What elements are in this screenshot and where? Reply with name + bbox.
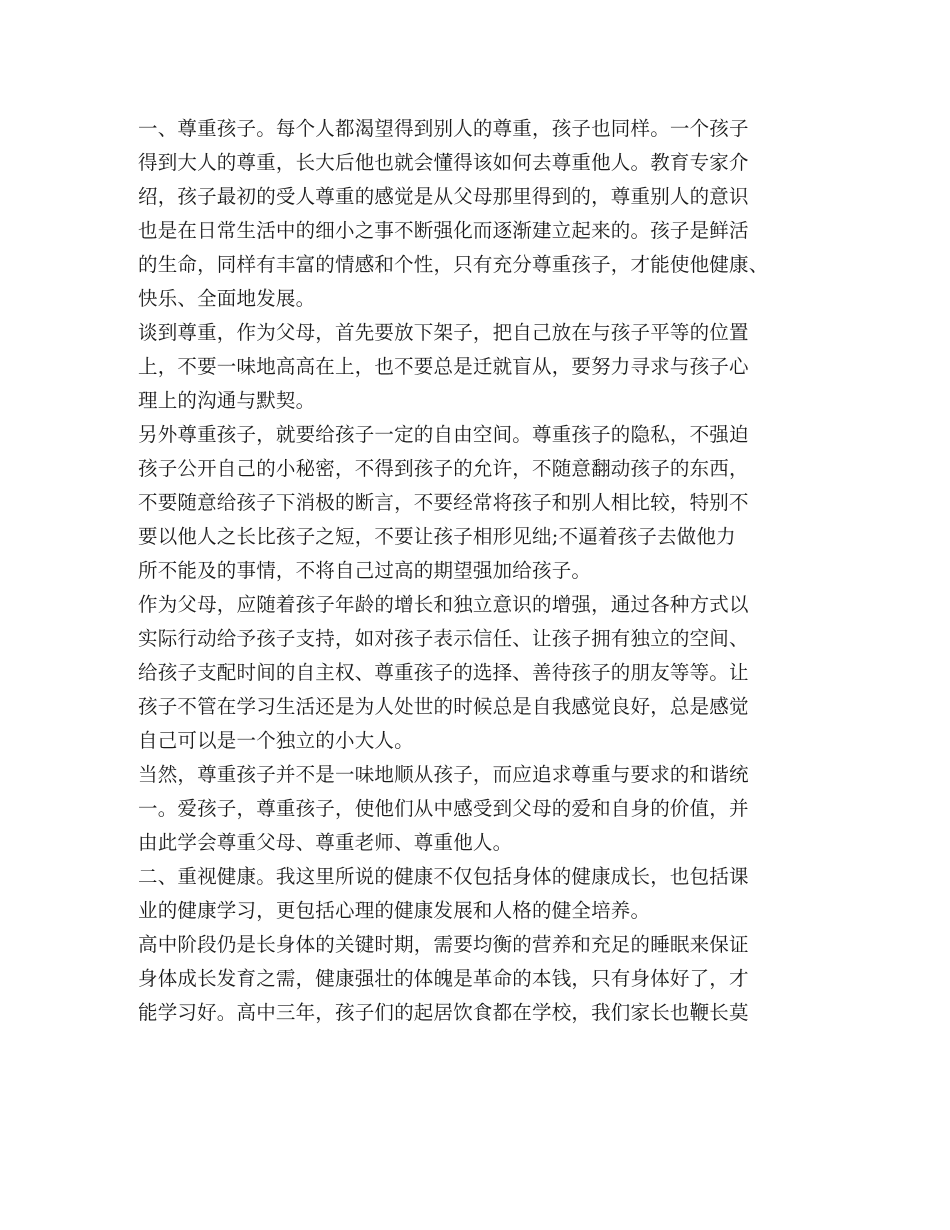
text-line: 上，不要一味地高高在上，也不要总是迁就盲从，要努力寻求与孩子心 bbox=[138, 355, 749, 378]
paragraph-harmony bbox=[138, 758, 828, 860]
text-line: 实际行动给予孩子支持，如对孩子表示信任、让孩子拥有独立的空间、 bbox=[138, 627, 749, 650]
document-body bbox=[138, 112, 828, 1030]
paragraph-free-space bbox=[138, 418, 828, 588]
paragraph-support bbox=[138, 588, 828, 758]
text-line: 孩子不管在学习生活还是为人处世的时候总是自我感觉良好，总是感觉 bbox=[138, 695, 749, 718]
paragraph-high-school bbox=[138, 928, 828, 1030]
text-line: 一。爱孩子，尊重孩子，使他们从中感受到父母的爱和自身的价值，并 bbox=[138, 797, 749, 820]
text-line: 要以他人之长比孩子之短，不要让孩子相形见绌;不逼着孩子去做他力 bbox=[138, 525, 736, 548]
text-line: 业的健康学习，更包括心理的健康发展和人格的健全培养。 bbox=[138, 899, 651, 922]
text-line: 二、重视健康。我这里所说的健康不仅包括身体的健康成长，也包括课 bbox=[138, 865, 749, 888]
paragraph-health-intro bbox=[138, 860, 828, 928]
text-line: 作为父母，应随着孩子年龄的增长和独立意识的增强，通过各种方式以 bbox=[138, 593, 749, 616]
text-line: 所不能及的事情，不将自己过高的期望强加给孩子。 bbox=[138, 559, 592, 582]
text-line: 自己可以是一个独立的小大人。 bbox=[138, 729, 414, 752]
paragraph-respect-intro bbox=[138, 112, 828, 316]
text-line: 身体成长发育之需，健康强壮的体魄是革命的本钱，只有身体好了，才 bbox=[138, 967, 749, 990]
text-line: 由此学会尊重父母、尊重老师、尊重他人。 bbox=[138, 831, 513, 854]
text-line: 当然，尊重孩子并不是一味地顺从孩子，而应追求尊重与要求的和谐统 bbox=[138, 763, 749, 786]
text-line: 不要随意给孩子下消极的断言，不要经常将孩子和别人相比较，特别不 bbox=[138, 491, 749, 514]
text-line: 高中阶段仍是长身体的关键时期，需要均衡的营养和充足的睡眠来保证 bbox=[138, 933, 749, 956]
text-line: 另外尊重孩子，就要给孩子一定的自由空间。尊重孩子的隐私，不强迫 bbox=[138, 423, 749, 446]
text-line: 理上的沟通与默契。 bbox=[138, 389, 316, 412]
text-line: 孩子公开自己的小秘密，不得到孩子的允许，不随意翻动孩子的东西， bbox=[138, 457, 749, 480]
text-line: 快乐、全面地发展。 bbox=[138, 287, 316, 310]
text-line: 能学习好。高中三年，孩子们的起居饮食都在学校，我们家长也鞭长莫 bbox=[138, 1001, 749, 1024]
text-line: 的生命，同样有丰富的情感和个性，只有充分尊重孩子，才能使他健康、 bbox=[138, 253, 769, 276]
text-line: 也是在日常生活中的细小之事不断强化而逐渐建立起来的。孩子是鲜活 bbox=[138, 219, 749, 242]
text-line: 得到大人的尊重，长大后他也就会懂得该如何去尊重他人。教育专家介 bbox=[138, 151, 749, 174]
text-line: 绍，孩子最初的受人尊重的感觉是从父母那里得到的，尊重别人的意识 bbox=[138, 185, 749, 208]
text-line: 给孩子支配时间的自主权、尊重孩子的选择、善待孩子的朋友等等。让 bbox=[138, 661, 749, 684]
text-line: 谈到尊重，作为父母，首先要放下架子，把自己放在与孩子平等的位置 bbox=[138, 321, 749, 344]
paragraph-parents-attitude bbox=[138, 316, 828, 418]
text-line: 一、尊重孩子。每个人都渴望得到别人的尊重，孩子也同样。一个孩子 bbox=[138, 117, 749, 140]
